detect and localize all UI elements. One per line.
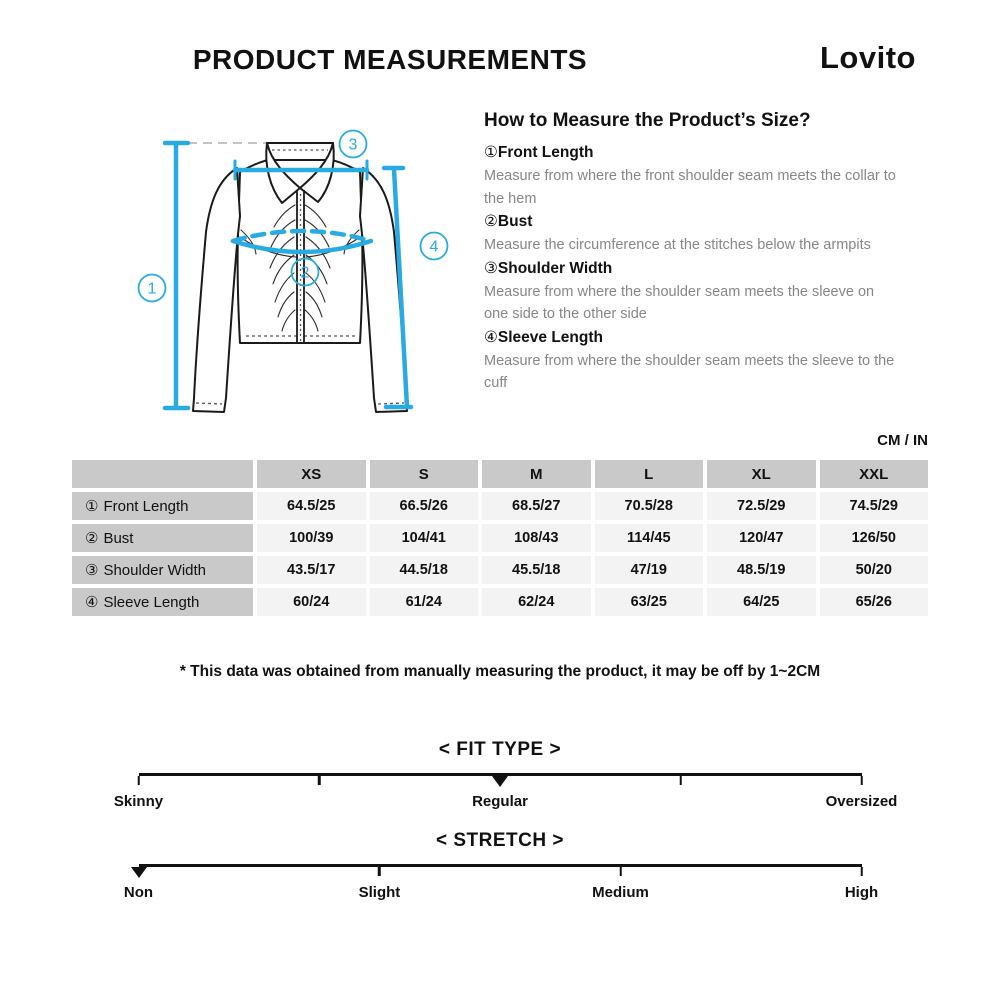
scale-tick (860, 776, 863, 785)
row-label-bust: ② Bust (72, 524, 253, 552)
page-title: PRODUCT MEASUREMENTS (192, 44, 588, 75)
svg-text:2: 2 (300, 264, 310, 282)
row-number: ① (85, 498, 99, 515)
stretch-label-medium: Medium (592, 884, 649, 901)
disclaimer-note: * This data was obtained from manually measuring the product, it may be off by 1~2CM (179, 663, 821, 680)
row-label-front-length: ① Front Length (72, 492, 253, 520)
row-number: ③ (85, 562, 99, 579)
stretch-label-high: High (844, 884, 879, 901)
scale-tick (378, 867, 381, 876)
svg-text:3: 3 (348, 136, 358, 154)
unit-label: CM / IN (877, 432, 928, 449)
how-to-section (484, 110, 942, 395)
item-description: Measure from where the shoulder seam meets the sleeve on one side to the other side (484, 283, 875, 322)
size-column-header: M (482, 460, 591, 488)
table-value: 74.5/29 (820, 492, 929, 520)
table-value: 47/19 (595, 556, 704, 584)
how-to-item-sleeve-length (484, 326, 942, 395)
size-column-header: L (595, 460, 704, 488)
table-value: 64/25 (707, 588, 816, 616)
table-corner-cell (72, 460, 253, 488)
table-value: 66.5/26 (370, 492, 479, 520)
table-value: 72.5/29 (707, 492, 816, 520)
table-value: 114/45 (595, 524, 704, 552)
table-value: 68.5/27 (482, 492, 591, 520)
table-value: 60/24 (257, 588, 366, 616)
scale-tick (318, 776, 321, 785)
fit-label-regular: Regular (472, 793, 528, 810)
table-value: 43.5/17 (257, 556, 366, 584)
scale-tick (680, 776, 683, 785)
scale-tick (137, 776, 140, 785)
scale-tick (860, 867, 863, 876)
item-description: Measure from where the front shoulder seam meets the collar to the hem (484, 168, 896, 207)
stretch-scale (0, 830, 1000, 906)
measurement-table (72, 460, 928, 616)
scale-tick (619, 867, 622, 876)
stretch-label-non: Non (123, 884, 154, 901)
item-number: ③ (484, 259, 498, 277)
item-number: ① (484, 144, 498, 161)
item-title: Front Length (497, 144, 594, 161)
table-value: 62/24 (482, 588, 591, 616)
stretch-title: < STRETCH > (436, 830, 564, 851)
item-number: ④ (484, 328, 498, 346)
row-number: ④ (85, 594, 99, 611)
item-title: Sleeve Length (497, 328, 603, 346)
table-value: 48.5/19 (707, 556, 816, 584)
table-value: 44.5/18 (370, 556, 479, 584)
row-label-sleeve-length: ④ Sleeve Length (72, 588, 253, 616)
table-value: 104/41 (370, 524, 479, 552)
item-description: Measure from where the shoulder seam meets the sleeve to the cuff (484, 352, 895, 391)
how-to-item-bust (484, 210, 942, 257)
fit-type-scale (0, 739, 1000, 815)
item-number: ② (484, 213, 498, 230)
svg-text:4: 4 (429, 238, 439, 256)
table-value: 61/24 (370, 588, 479, 616)
stretch-marker-icon (131, 867, 147, 878)
row-label-shoulder-width: ③ Shoulder Width (72, 556, 253, 584)
garment-diagram (100, 110, 480, 440)
brand-logo: Lovito (820, 40, 916, 75)
table-value: 120/47 (707, 524, 816, 552)
fit-label-oversized: Oversized (825, 793, 898, 810)
table-value: 64.5/25 (257, 492, 366, 520)
item-description: Measure the circumference at the stitches below the armpits (484, 237, 871, 253)
how-to-item-front-length (484, 141, 942, 210)
size-column-header: XL (707, 460, 816, 488)
stretch-label-slight: Slight (358, 884, 401, 901)
front-length-line (165, 143, 188, 408)
size-column-header: XS (257, 460, 366, 488)
table-value: 100/39 (257, 524, 366, 552)
table-value: 63/25 (595, 588, 704, 616)
size-column-header: S (370, 460, 479, 488)
item-title: Shoulder Width (497, 259, 613, 277)
how-to-heading: How to Measure the Product’s Size? (484, 110, 811, 131)
callout-1 (139, 275, 166, 302)
svg-text:1: 1 (147, 280, 157, 298)
callout-3 (340, 131, 367, 158)
table-value: 108/43 (482, 524, 591, 552)
table-value: 45.5/18 (482, 556, 591, 584)
size-column-header: XXL (820, 460, 929, 488)
callout-4 (421, 233, 448, 260)
stretch-track (123, 864, 879, 906)
fit-type-marker-icon (492, 776, 508, 787)
fit-label-skinny: Skinny (113, 793, 164, 810)
item-title: Bust (497, 213, 533, 230)
fit-type-title: < FIT TYPE > (438, 739, 562, 760)
table-value: 50/20 (820, 556, 929, 584)
how-to-item-shoulder-width (484, 257, 942, 326)
fit-type-track (113, 773, 898, 815)
row-number: ② (85, 530, 99, 547)
table-value: 126/50 (820, 524, 929, 552)
table-value: 70.5/28 (595, 492, 704, 520)
table-value: 65/26 (820, 588, 929, 616)
